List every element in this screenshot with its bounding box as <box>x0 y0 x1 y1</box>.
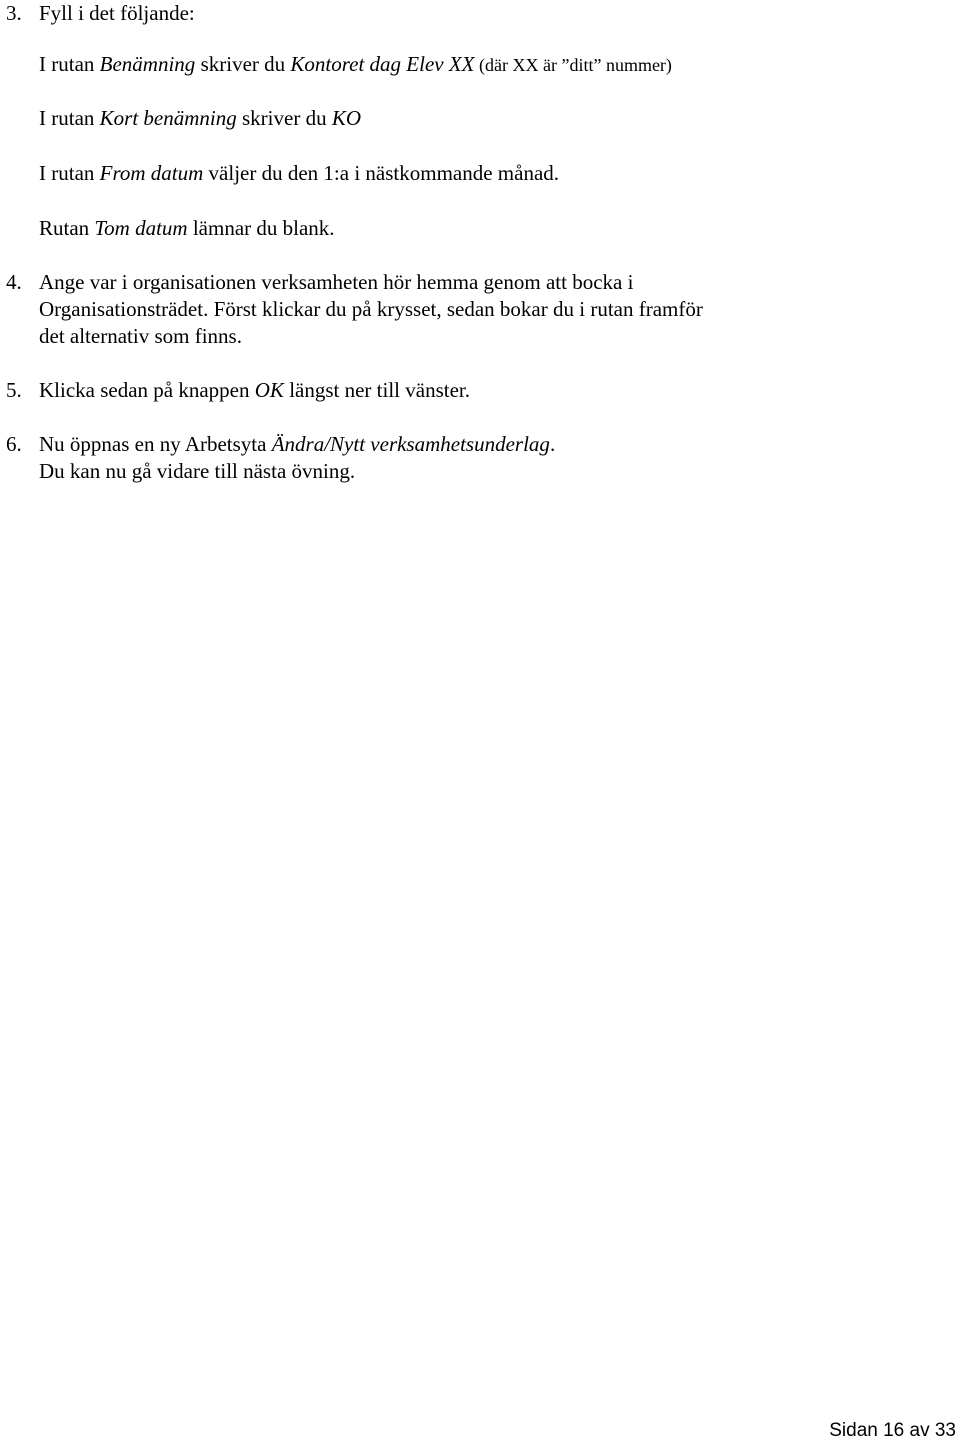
field-name: Kort benämning <box>99 106 237 130</box>
field-value: Kontoret dag Elev XX <box>290 52 475 76</box>
instruction-text: väljer du den 1:a i nästkommande månad. <box>203 161 560 185</box>
item-number: 6. <box>6 432 22 456</box>
item-number: 5. <box>6 378 22 402</box>
instruction-text: Klicka sedan på knappen <box>39 378 255 402</box>
instruction-text: det alternativ som finns. <box>39 324 242 348</box>
instruction-text: Rutan <box>39 216 95 240</box>
page-number: Sidan 16 av 33 <box>829 1420 956 1441</box>
field-name: Tom datum <box>94 216 188 240</box>
workspace-name: Ändra/Nytt verksamhetsunderlag <box>271 432 550 456</box>
instruction-text: Nu öppnas en ny Arbetsyta <box>39 432 272 456</box>
item-number: 4. <box>6 270 22 294</box>
field-value: KO <box>331 106 362 130</box>
instruction-text: skriver du <box>195 52 291 76</box>
field-name: From datum <box>99 161 204 185</box>
item-heading-text: Fyll i det följande: <box>39 1 195 25</box>
instruction-text: . <box>549 432 556 456</box>
button-name: OK <box>254 378 284 402</box>
instruction-text: I rutan <box>39 52 100 76</box>
instruction-text: I rutan <box>39 106 100 130</box>
instruction-text: Ange var i organisationen verksamheten hör hemma genom att bocka i <box>39 270 634 294</box>
instruction-text: längst ner till vänster. <box>283 378 470 402</box>
field-name: Benämning <box>99 52 196 76</box>
instruction-text: I rutan <box>39 161 100 185</box>
instruction-text: Organisationsträdet. Först klickar du på krysset, sedan bokar du i rutan framför <box>39 297 703 321</box>
item-number: 3. <box>6 1 22 25</box>
instruction-text: skriver du <box>236 106 332 130</box>
instruction-text: lämnar du blank. <box>187 216 335 240</box>
instruction-text: Du kan nu gå vidare till nästa övning. <box>39 459 356 483</box>
instruction-note: (där XX är ”ditt” nummer) <box>474 55 672 75</box>
